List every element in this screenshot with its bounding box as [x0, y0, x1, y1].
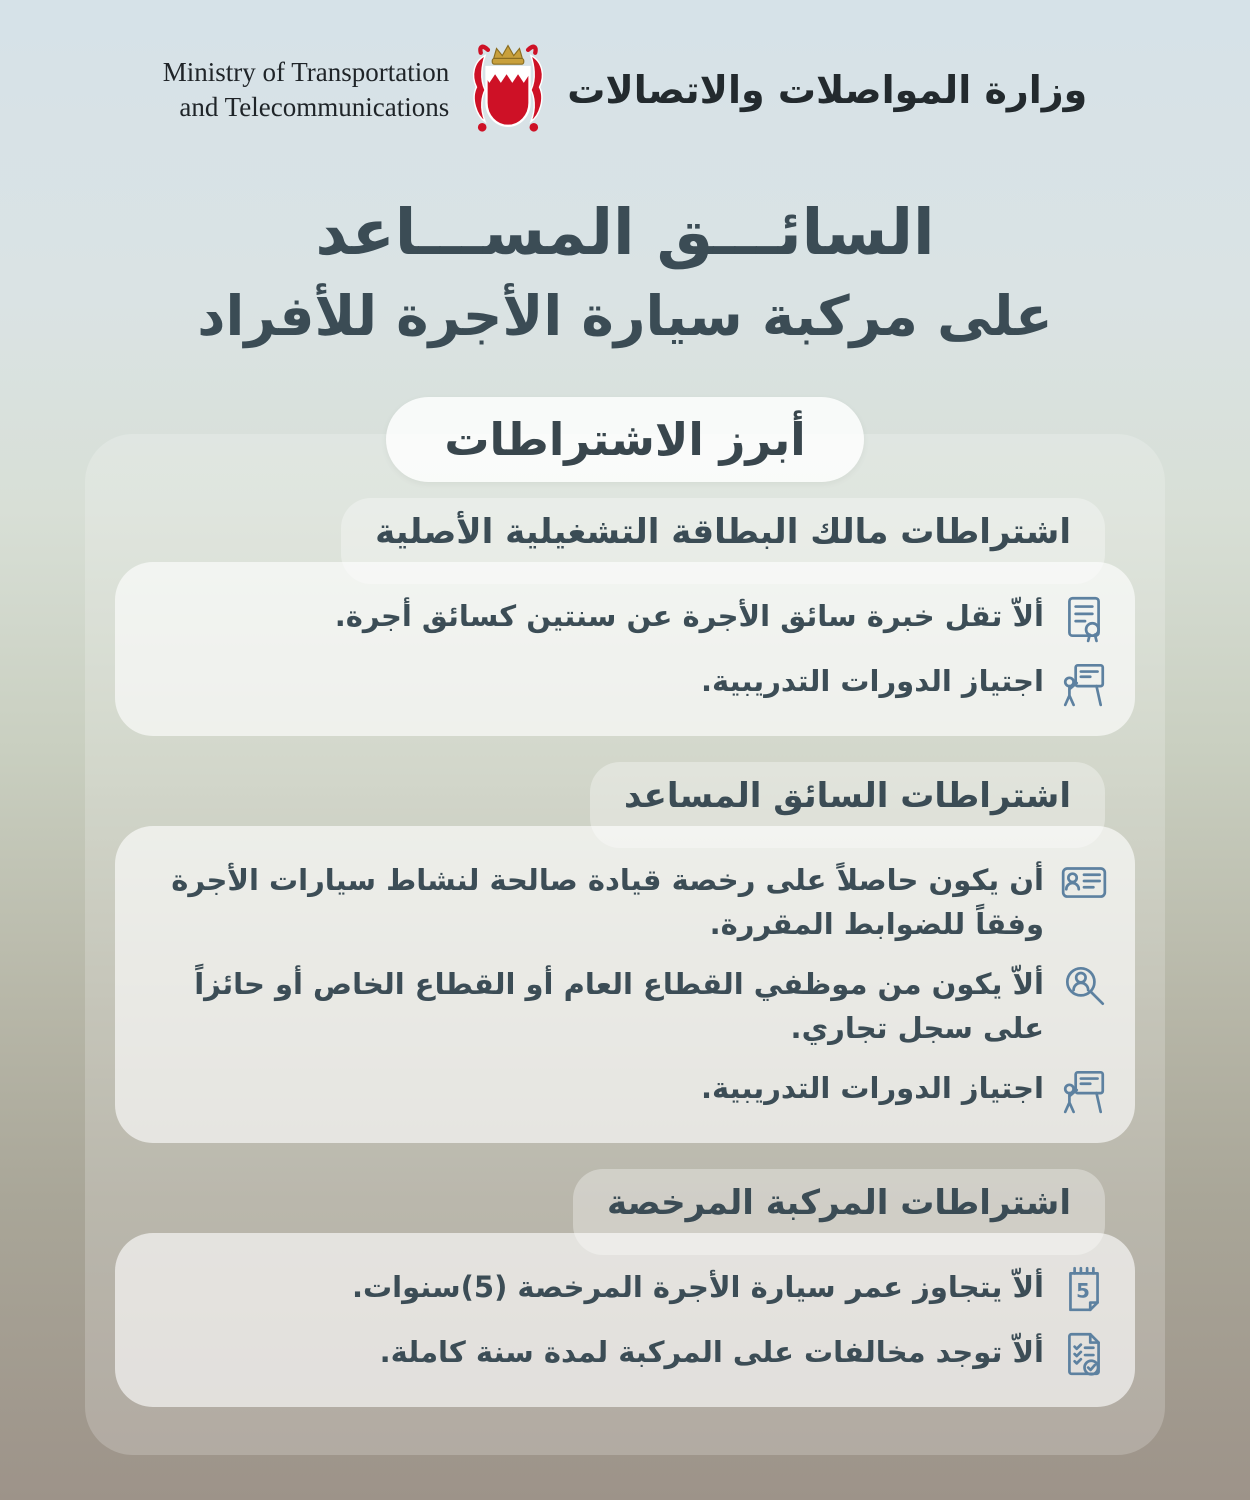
requirement-text: أن يكون حاصلاً على رخصة قيادة صالحة لنشاط سيارات الأجرة وفقاً للضوابط المقررة.	[171, 863, 1044, 941]
requirement-item	[141, 958, 1109, 1050]
requirement-text: ألاّ توجد مخالفات على المركبة لمدة سنة كاملة.	[379, 1335, 1044, 1370]
page-title	[0, 188, 1250, 357]
requirement-item	[141, 655, 1109, 708]
requirement-item	[141, 590, 1109, 643]
ministry-name-english	[163, 55, 450, 125]
ministry-en-line1: Ministry of Transportation	[162, 56, 450, 87]
requirements-section	[85, 1169, 1165, 1407]
training-presentation-icon	[1059, 1065, 1109, 1115]
requirement-item	[141, 1326, 1109, 1379]
requirement-text: ألاّ تقل خبرة سائق الأجرة عن سنتين كسائق أجرة.	[334, 599, 1044, 634]
requirement-item	[141, 1261, 1109, 1314]
requirement-text: اجتياز الدورات التدريبية.	[701, 664, 1044, 699]
requirement-text: ألاّ يكون من موظفي القطاع العام أو القطاع الخاص أو حائزاً على سجل تجاري.	[194, 967, 1044, 1045]
requirements-section	[85, 762, 1165, 1143]
requirements-section	[85, 498, 1165, 736]
section-heading: اشتراطات مالك البطاقة التشغيلية الأصلية	[341, 498, 1105, 584]
header	[0, 0, 1250, 142]
requirement-text: اجتياز الدورات التدريبية.	[701, 1071, 1044, 1106]
ministry-name-arabic: وزارة المواصلات والاتصالات	[567, 68, 1088, 112]
person-search-icon	[1059, 961, 1109, 1011]
page-title-line1: السائـــق المســـاعد	[315, 196, 935, 269]
violations-checklist-icon	[1059, 1329, 1109, 1379]
certificate-document-icon	[1059, 593, 1109, 643]
section-heading: اشتراطات السائق المساعد	[590, 762, 1105, 848]
section-heading: اشتراطات المركبة المرخصة	[573, 1169, 1105, 1255]
page-title-line2: على مركبة سيارة الأجرة للأفراد	[197, 284, 1053, 349]
ministry-en-line2: and Telecommunications	[179, 92, 450, 122]
section-card	[115, 562, 1135, 736]
bahrain-coat-of-arms-icon	[465, 38, 551, 142]
key-requirements-badge: أبرز الاشتراطات	[386, 397, 863, 482]
requirement-item	[141, 1062, 1109, 1115]
id-card-icon	[1059, 857, 1109, 907]
section-card	[115, 1233, 1135, 1407]
calendar-5-icon	[1059, 1264, 1109, 1314]
requirement-item	[141, 854, 1109, 946]
section-card	[115, 826, 1135, 1143]
requirement-text: ألاّ يتجاوز عمر سيارة الأجرة المرخصة (5)سنوات.	[351, 1270, 1044, 1305]
training-presentation-icon	[1059, 658, 1109, 708]
requirements-panel	[85, 434, 1165, 1455]
